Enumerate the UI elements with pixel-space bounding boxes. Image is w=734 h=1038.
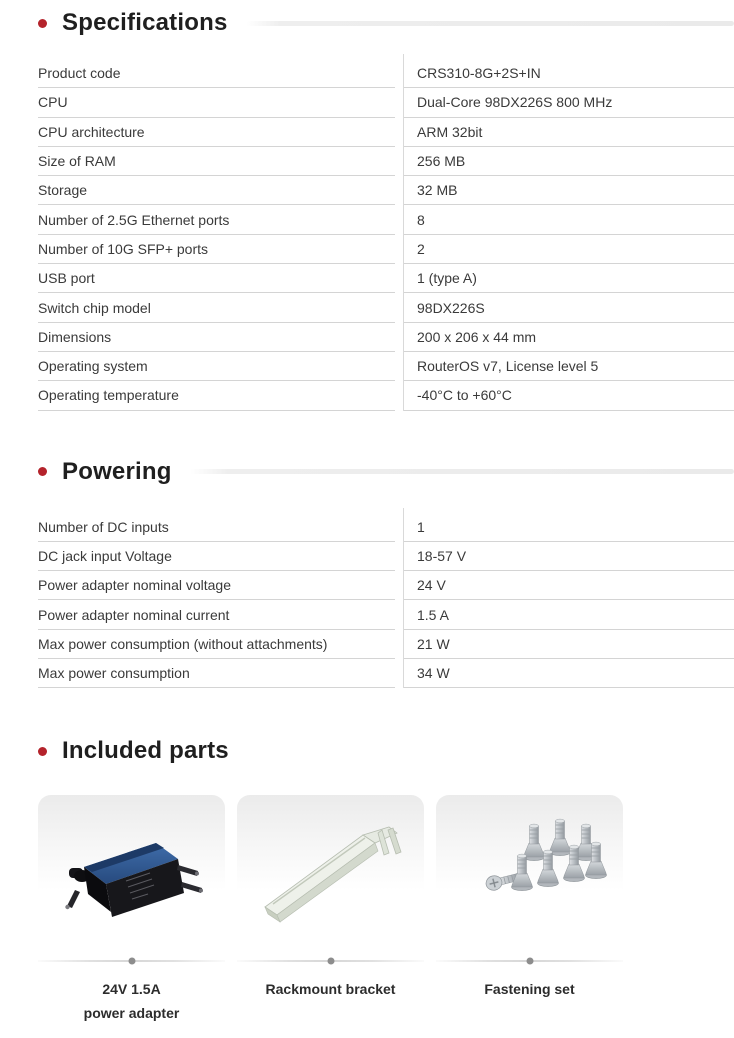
- included-parts-cards: [38, 795, 734, 935]
- table-row: [38, 571, 734, 600]
- spec-label: Max power consumption (without attachments): [38, 630, 395, 659]
- column-divider: [403, 54, 404, 411]
- section-header-specifications: [38, 9, 734, 37]
- table-row: [38, 659, 734, 688]
- spec-value: 24 V: [404, 571, 734, 600]
- rackmount-bracket-image: [237, 795, 424, 935]
- red-bullet-icon: [38, 467, 47, 476]
- column-divider: [403, 508, 404, 689]
- table-row: [38, 235, 734, 264]
- spec-label: Product code: [38, 59, 395, 88]
- table-row: [38, 147, 734, 176]
- dot-separator: [436, 957, 623, 965]
- section-title: Powering: [62, 457, 172, 485]
- spec-label: Power adapter nominal current: [38, 600, 395, 629]
- table-row: [38, 352, 734, 381]
- spec-value: 98DX226S: [404, 293, 734, 322]
- powering-table: [38, 513, 734, 689]
- table-row: [38, 176, 734, 205]
- part-card: [38, 795, 225, 935]
- dot-icon: [327, 958, 334, 965]
- part-caption: 24V 1.5A power adapter: [83, 981, 180, 1022]
- part-caption: Rackmount bracket: [265, 981, 396, 998]
- spec-value: 8: [404, 205, 734, 234]
- dot-icon: [128, 958, 135, 965]
- spec-label: Number of 2.5G Ethernet ports: [38, 205, 395, 234]
- spec-label: Operating temperature: [38, 381, 395, 410]
- spec-label: Operating system: [38, 352, 395, 381]
- spec-value: 34 W: [404, 659, 734, 688]
- spec-value: 200 x 206 x 44 mm: [404, 323, 734, 352]
- red-bullet-icon: [38, 747, 47, 756]
- spec-label: Dimensions: [38, 323, 395, 352]
- spec-value: 21 W: [404, 630, 734, 659]
- part-card: [237, 795, 424, 935]
- spec-value: 32 MB: [404, 176, 734, 205]
- table-row: [38, 381, 734, 410]
- part-captions: [38, 977, 734, 1025]
- table-row: [38, 205, 734, 234]
- spec-value: 1: [404, 513, 734, 542]
- table-row: [38, 264, 734, 293]
- table-row: [38, 600, 734, 629]
- spec-label: Max power consumption: [38, 659, 395, 688]
- spec-value: RouterOS v7, License level 5: [404, 352, 734, 381]
- section-header-powering: [38, 458, 734, 486]
- power-adapter-image: [38, 795, 225, 935]
- heading-rule: [190, 469, 734, 474]
- table-row: [38, 293, 734, 322]
- spec-value: ARM 32bit: [404, 118, 734, 147]
- spec-value: 256 MB: [404, 147, 734, 176]
- spec-label: USB port: [38, 264, 395, 293]
- table-row: [38, 542, 734, 571]
- spec-value: 1 (type A): [404, 264, 734, 293]
- section-header-included-parts: [38, 737, 734, 765]
- section-title: Specifications: [62, 9, 228, 36]
- spec-value: 18-57 V: [404, 542, 734, 571]
- spec-label: Size of RAM: [38, 147, 395, 176]
- section-title: Included parts: [62, 737, 229, 765]
- spec-label: CPU: [38, 88, 395, 117]
- spec-label: Number of DC inputs: [38, 513, 395, 542]
- heading-rule: [246, 21, 734, 26]
- table-row: [38, 118, 734, 147]
- spec-value: 1.5 A: [404, 600, 734, 629]
- part-separators: [38, 957, 734, 965]
- spec-value: -40°C to +60°C: [404, 381, 734, 410]
- part-card: [436, 795, 623, 935]
- dot-separator: [38, 957, 225, 965]
- spec-label: Number of 10G SFP+ ports: [38, 235, 395, 264]
- dot-icon: [526, 958, 533, 965]
- table-row: [38, 323, 734, 352]
- table-row: [38, 88, 734, 117]
- spec-label: CPU architecture: [38, 118, 395, 147]
- dot-separator: [237, 957, 424, 965]
- specifications-table: [38, 59, 734, 411]
- spec-value: 2: [404, 235, 734, 264]
- table-row: [38, 630, 734, 659]
- spec-value: CRS310-8G+2S+IN: [404, 59, 734, 88]
- table-row: [38, 513, 734, 542]
- spec-value: Dual-Core 98DX226S 800 MHz: [404, 88, 734, 117]
- table-row: [38, 59, 734, 88]
- spec-label: Switch chip model: [38, 293, 395, 322]
- red-bullet-icon: [38, 19, 47, 28]
- spec-label: DC jack input Voltage: [38, 542, 395, 571]
- part-caption: Fastening set: [484, 981, 575, 998]
- fastening-set-image: [436, 795, 623, 935]
- spec-label: Power adapter nominal voltage: [38, 571, 395, 600]
- spec-label: Storage: [38, 176, 395, 205]
